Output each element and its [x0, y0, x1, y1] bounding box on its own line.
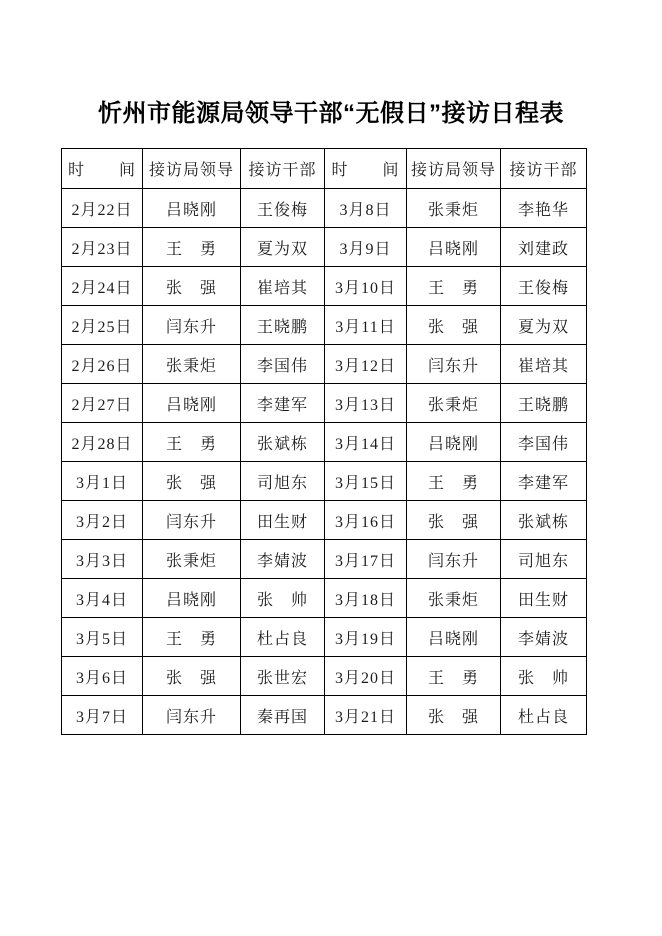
cell-bureau-leader: 闫东升 [143, 501, 241, 540]
cell-date: 2月28日 [62, 423, 143, 462]
cell-cadre: 张 帅 [501, 657, 587, 696]
header-cell-leader-left: 接访局领导 [143, 149, 241, 189]
cell-bureau-leader: 闫东升 [143, 306, 241, 345]
cell-bureau-leader: 张 强 [143, 267, 241, 306]
cell-date: 3月6日 [62, 657, 143, 696]
cell-date: 3月17日 [325, 540, 407, 579]
cell-cadre: 李建军 [501, 462, 587, 501]
cell-date: 3月10日 [325, 267, 407, 306]
cell-date: 3月1日 [62, 462, 143, 501]
header-cell-cadre-right: 接访干部 [501, 149, 587, 189]
cell-cadre: 杜占良 [241, 618, 325, 657]
cell-bureau-leader: 王 勇 [143, 423, 241, 462]
table-row [62, 540, 587, 579]
table-row [62, 618, 587, 657]
header-cell-leader-right: 接访局领导 [407, 149, 501, 189]
cell-cadre: 李艳华 [501, 189, 587, 228]
table-row [62, 384, 587, 423]
table-row [62, 696, 587, 735]
cell-bureau-leader: 王 勇 [143, 228, 241, 267]
cell-cadre: 夏为双 [241, 228, 325, 267]
cell-cadre: 王晓鹏 [501, 384, 587, 423]
cell-cadre: 秦再国 [241, 696, 325, 735]
cell-bureau-leader: 张 强 [143, 462, 241, 501]
cell-bureau-leader: 闫东升 [407, 345, 501, 384]
header-cell-time-left: 时 间 [62, 149, 143, 189]
table-row [62, 579, 587, 618]
cell-date: 3月4日 [62, 579, 143, 618]
cell-bureau-leader: 张 强 [143, 657, 241, 696]
cell-cadre: 李婧波 [501, 618, 587, 657]
cell-cadre: 崔培其 [241, 267, 325, 306]
cell-cadre: 王俊梅 [501, 267, 587, 306]
cell-bureau-leader: 吕晓刚 [407, 228, 501, 267]
header-row [62, 149, 587, 189]
cell-bureau-leader: 吕晓刚 [143, 384, 241, 423]
cell-date: 3月19日 [325, 618, 407, 657]
cell-cadre: 李国伟 [241, 345, 325, 384]
table-row [62, 462, 587, 501]
cell-cadre: 张斌栋 [501, 501, 587, 540]
cell-date: 2月22日 [62, 189, 143, 228]
cell-bureau-leader: 张 强 [407, 306, 501, 345]
cell-bureau-leader: 吕晓刚 [143, 579, 241, 618]
cell-date: 3月9日 [325, 228, 407, 267]
cell-bureau-leader: 张 强 [407, 696, 501, 735]
cell-date: 3月7日 [62, 696, 143, 735]
cell-date: 3月14日 [325, 423, 407, 462]
cell-date: 3月15日 [325, 462, 407, 501]
cell-bureau-leader: 吕晓刚 [407, 618, 501, 657]
cell-cadre: 夏为双 [501, 306, 587, 345]
header-cell-cadre-left: 接访干部 [241, 149, 325, 189]
cell-date: 3月16日 [325, 501, 407, 540]
cell-date: 2月23日 [62, 228, 143, 267]
cell-bureau-leader: 王 勇 [407, 462, 501, 501]
cell-bureau-leader: 王 勇 [407, 657, 501, 696]
schedule-table [61, 148, 587, 735]
cell-bureau-leader: 张秉炬 [407, 384, 501, 423]
cell-date: 3月2日 [62, 501, 143, 540]
table-row [62, 345, 587, 384]
cell-cadre: 刘建政 [501, 228, 587, 267]
cell-date: 3月11日 [325, 306, 407, 345]
cell-cadre: 张斌栋 [241, 423, 325, 462]
cell-date: 3月5日 [62, 618, 143, 657]
cell-cadre: 张世宏 [241, 657, 325, 696]
table-row [62, 228, 587, 267]
cell-bureau-leader: 闫东升 [407, 540, 501, 579]
page-title: 忻州市能源局领导干部“无假日”接访日程表 [98, 100, 564, 127]
table-row [62, 423, 587, 462]
cell-cadre: 张 帅 [241, 579, 325, 618]
cell-date: 2月25日 [62, 306, 143, 345]
cell-cadre: 李婧波 [241, 540, 325, 579]
cell-date: 3月20日 [325, 657, 407, 696]
cell-bureau-leader: 张秉炬 [143, 345, 241, 384]
cell-bureau-leader: 张 强 [407, 501, 501, 540]
table-row [62, 306, 587, 345]
table-row [62, 657, 587, 696]
cell-date: 2月26日 [62, 345, 143, 384]
table-row [62, 189, 587, 228]
cell-cadre: 司旭东 [501, 540, 587, 579]
table-row [62, 267, 587, 306]
cell-cadre: 杜占良 [501, 696, 587, 735]
cell-cadre: 李国伟 [501, 423, 587, 462]
cell-bureau-leader: 张秉炬 [143, 540, 241, 579]
cell-cadre: 田生财 [241, 501, 325, 540]
cell-cadre: 李建军 [241, 384, 325, 423]
cell-date: 3月8日 [325, 189, 407, 228]
cell-date: 3月12日 [325, 345, 407, 384]
cell-bureau-leader: 王 勇 [143, 618, 241, 657]
cell-cadre: 崔培其 [501, 345, 587, 384]
cell-date: 3月3日 [62, 540, 143, 579]
cell-bureau-leader: 王 勇 [407, 267, 501, 306]
cell-bureau-leader: 吕晓刚 [407, 423, 501, 462]
cell-cadre: 王晓鹏 [241, 306, 325, 345]
cell-bureau-leader: 吕晓刚 [143, 189, 241, 228]
cell-cadre: 王俊梅 [241, 189, 325, 228]
cell-bureau-leader: 闫东升 [143, 696, 241, 735]
cell-bureau-leader: 张秉炬 [407, 189, 501, 228]
cell-cadre: 司旭东 [241, 462, 325, 501]
cell-date: 3月21日 [325, 696, 407, 735]
cell-date: 2月27日 [62, 384, 143, 423]
cell-date: 2月24日 [62, 267, 143, 306]
table-body [62, 189, 587, 735]
cell-date: 3月13日 [325, 384, 407, 423]
cell-cadre: 田生财 [501, 579, 587, 618]
cell-bureau-leader: 张秉炬 [407, 579, 501, 618]
header-cell-time-right: 时 间 [325, 149, 407, 189]
table-row [62, 501, 587, 540]
cell-date: 3月18日 [325, 579, 407, 618]
